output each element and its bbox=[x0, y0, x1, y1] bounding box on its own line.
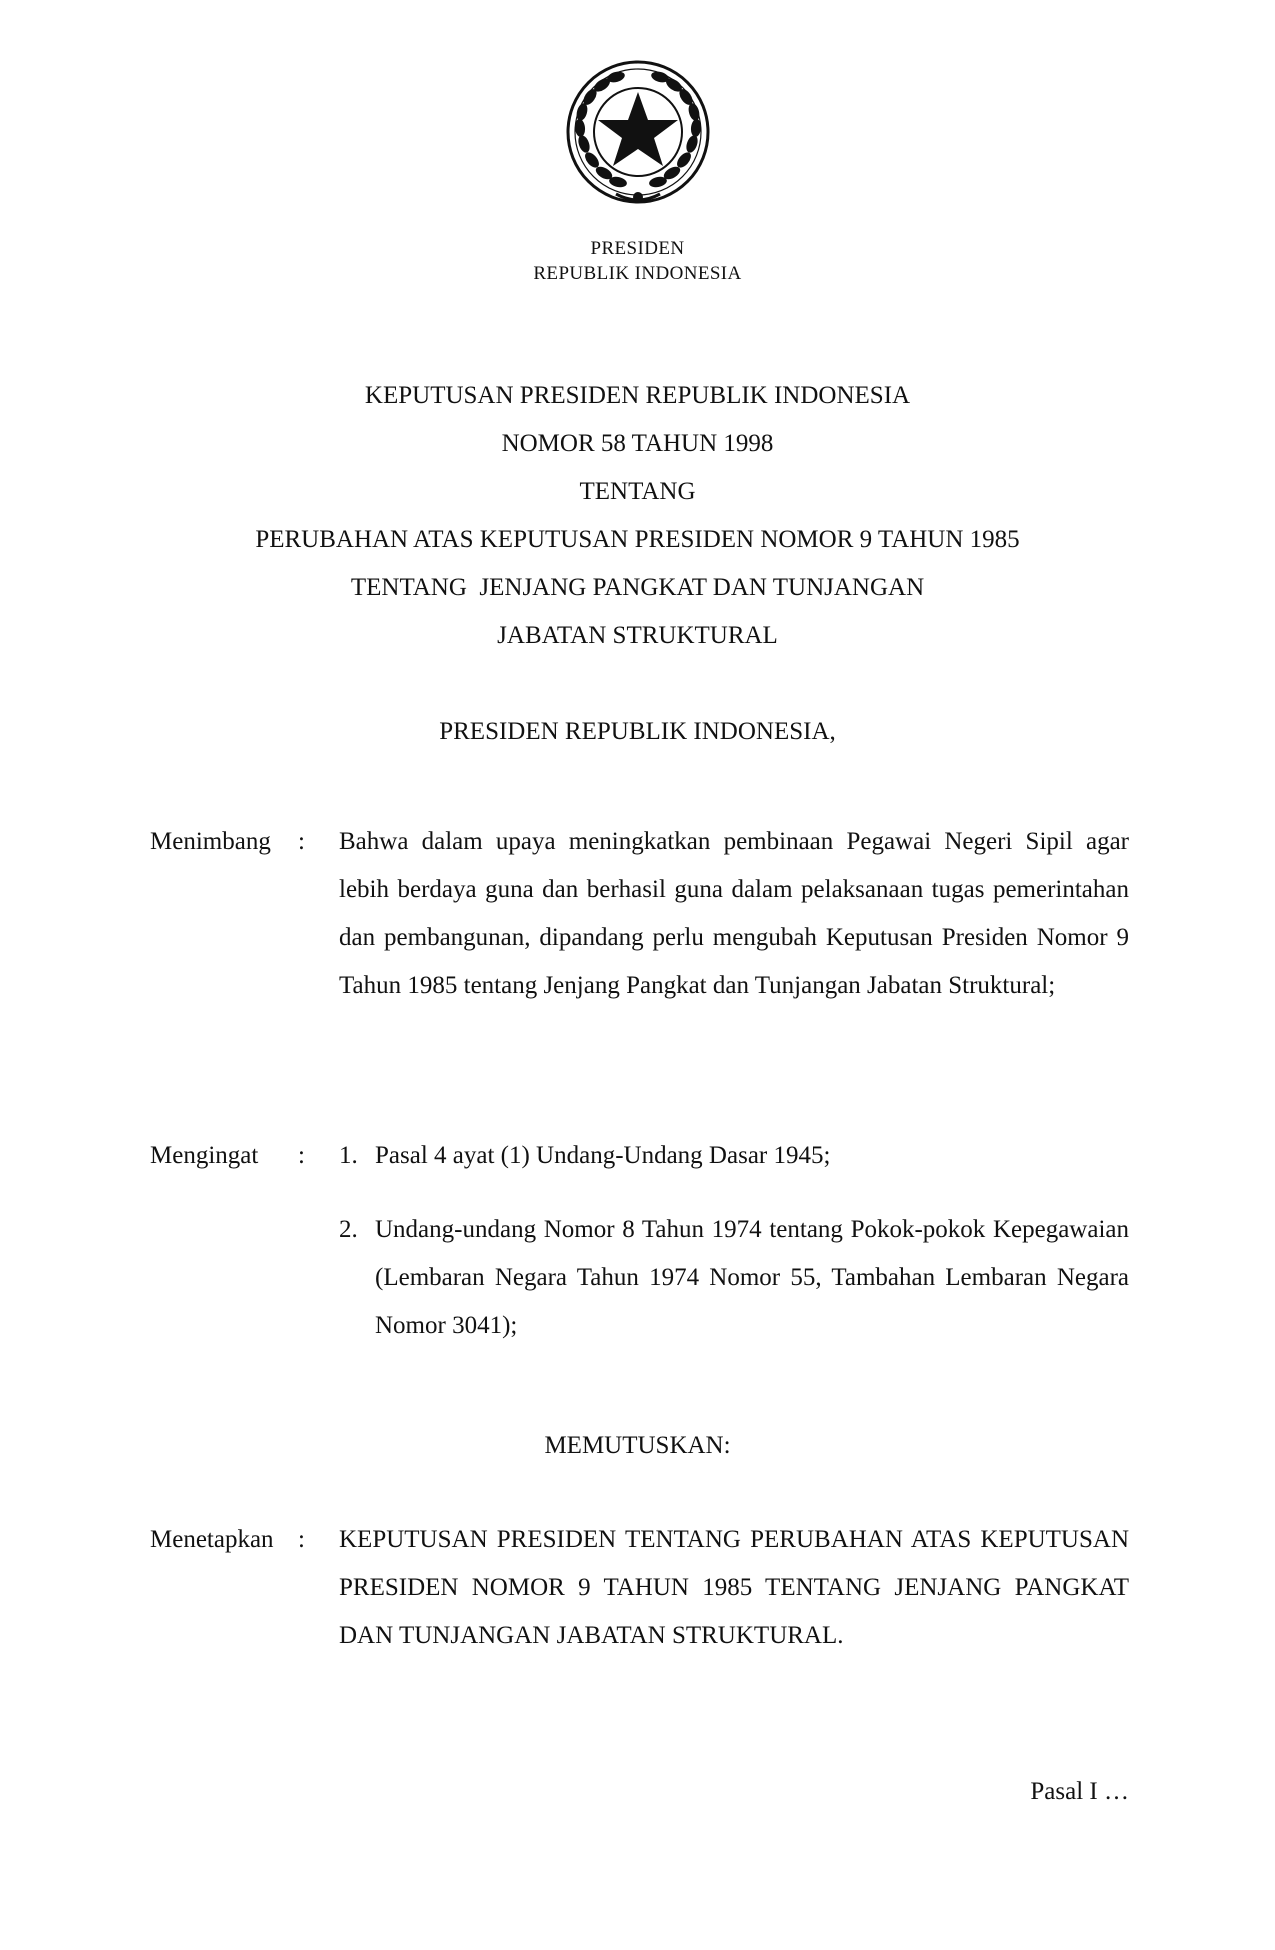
mengingat-item-1-text: Pasal 4 ayat (1) Undang-Undang Dasar 1945; bbox=[375, 1142, 831, 1169]
letterhead-republik-indonesia: REPUBLIK INDONESIA bbox=[533, 263, 742, 284]
title-line-2: NOMOR 58 TAHUN 1998 bbox=[501, 430, 774, 457]
next-page-marker: Pasal I … bbox=[1030, 1778, 1129, 1805]
title-line-3: TENTANG bbox=[579, 478, 696, 505]
menetapkan-colon: : bbox=[298, 1526, 305, 1553]
title-line-5: TENTANG JENJANG PANGKAT DAN TUNJANGAN bbox=[350, 574, 925, 601]
title-line-4: PERUBAHAN ATAS KEPUTUSAN PRESIDEN NOMOR 9 TAHUN 1985 bbox=[255, 526, 1020, 553]
memutuskan-heading: MEMUTUSKAN: bbox=[544, 1432, 731, 1459]
letterhead-presiden: PRESIDEN bbox=[590, 238, 685, 259]
title-line-1: KEPUTUSAN PRESIDEN REPUBLIK INDONESIA bbox=[364, 382, 911, 409]
presidential-emblem-icon bbox=[560, 56, 716, 216]
mengingat-colon: : bbox=[298, 1142, 305, 1169]
menetapkan-label: Menetapkan bbox=[150, 1526, 274, 1553]
mengingat-item-2-num: 2. bbox=[339, 1216, 358, 1243]
menimbang-label: Menimbang bbox=[150, 828, 271, 855]
preamble: PRESIDEN REPUBLIK INDONESIA, bbox=[439, 718, 836, 745]
menimbang-text: Bahwa dalam upaya meningkatkan pembinaan Pegawai Negeri Sipil agar lebih berdaya guna dan berhasil guna dalam pelaksanaan tugas pemerintahan dan pembangunan, dipandang perlu mengubah Keputusan Presiden Nomor 9 Tahun 1985 tentang Jenjang Pangkat dan Tunjangan Jabatan Struktural; bbox=[339, 828, 1129, 999]
menetapkan-text: KEPUTUSAN PRESIDEN TENTANG PERUBAHAN ATAS KEPUTUSAN PRESIDEN NOMOR 9 TAHUN 1985 TENTANG JENJANG PANGKAT DAN TUNJANGAN JABATAN STRUKTURAL. bbox=[339, 1526, 1129, 1649]
title-line-6: JABATAN STRUKTURAL bbox=[497, 622, 778, 649]
menimbang-colon: : bbox=[298, 828, 305, 855]
mengingat-item-2-text: Undang-undang Nomor 8 Tahun 1974 tentang Pokok-pokok Kepegawaian (Lembaran Negara Tahun 1974 Nomor 55, Tambahan Lembaran Negara Nomor 3041); bbox=[375, 1216, 1129, 1339]
mengingat-item-1-num: 1. bbox=[339, 1142, 358, 1169]
mengingat-label: Mengingat bbox=[150, 1142, 259, 1169]
